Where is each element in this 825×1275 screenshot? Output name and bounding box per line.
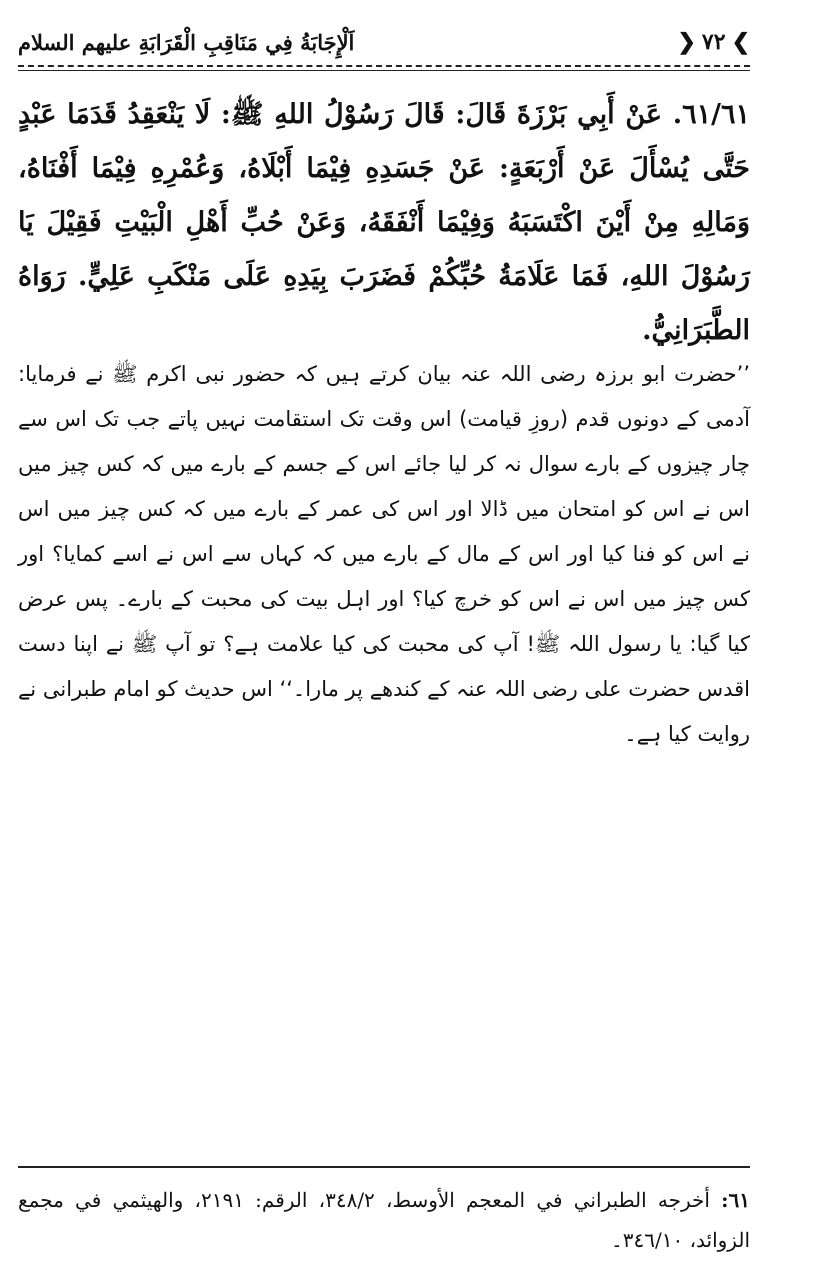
hadith-arabic (18, 88, 750, 358)
page-number-box (677, 29, 750, 55)
footnote-text: أخرجه الطبراني في المعجم الأوسط، ٣٤٨/٢، الرقم: ٢١٩١، والهيثمي في مجمع الزوائد، ٣٤٦/١٠۔ (18, 1188, 750, 1252)
page-number: ٧٢ (701, 29, 726, 55)
ornament-left-icon: ❮ (677, 29, 696, 55)
page-header (18, 22, 750, 62)
ornament-right-icon: ❯ (731, 29, 750, 55)
header-divider (18, 65, 750, 67)
footnote-divider (18, 1166, 750, 1168)
header-divider-solid (18, 70, 750, 71)
book-title: اَلْإِجَابَةُ فِي مَنَاقِبِ الْقَرَابَةِ عليهم السلام (18, 29, 355, 55)
footnote-number: ٦١: (721, 1188, 750, 1212)
urdu-translation: ’’حضرت ابو برزہ رضی اللہ عنہ بیان کرتے ہیں کہ حضور نبی اکرم ﷺ نے فرمایا: آدمی کے دونوں قدم (روزِ قیامت) اس وقت تک استقامت نہیں پاتے جب تک اس سے چار چیزوں کے بارے سوال نہ کر لیا جائے اس کے جسم کے بارے میں کہ کس چیز میں اس نے اس کو امتحان میں ڈالا اور اس کی عمر کے بارے میں کہ کس چیز میں اس نے اس کو فنا کیا اور اس کے مال کے بارے میں کہ کہاں سے اس نے اسے کمایا؟ اور کس چیز میں اس نے اس کو خرچ کیا؟ اور اہل بیت کی محبت کے بارے۔ پس عرض کیا گیا: یا رسول اللہ ﷺ! آپ کی محبت کی کیا علامت ہے؟ تو آپ ﷺ نے اپنا دست اقدس حضرت علی رضی اللہ عنہ کے کندھے پر مارا۔‘‘ اس حدیث کو امام طبرانی نے روایت کیا ہے۔ (18, 362, 750, 746)
hadith-arabic-text: عَنْ أَبِي بَرْزَةَ قَالَ: قَالَ رَسُوْلُ اللهِ ﷺ: لَا يَنْعَقِدُ قَدَمَا عَبْدٍ حَتَّى يُسْأَلَ عَنْ أَرْبَعَةٍ: عَنْ جَسَدِهِ فِيْمَا أَبْلَاهُ، وَعُمْرِهِ فِيْمَا أَفْنَاهُ، وَمَالِهِ مِنْ أَيْنَ اكْتَسَبَهُ وَفِيْمَا أَنْفَقَهُ، وَعَنْ حُبِّ أَهْلِ الْبَيْتِ فَقِيْلَ يَا رَسُوْلَ اللهِ، فَمَا عَلَامَةُ حُبِّكُمْ فَضَرَبَ بِيَدِهِ عَلَى مَنْكَبِ عَلِيٍّ. رَوَاهُ الطَّبَرَانِيُّ. (18, 99, 750, 346)
hadith-number: ٦١/٦١. (672, 99, 750, 130)
footnote (18, 1180, 750, 1260)
